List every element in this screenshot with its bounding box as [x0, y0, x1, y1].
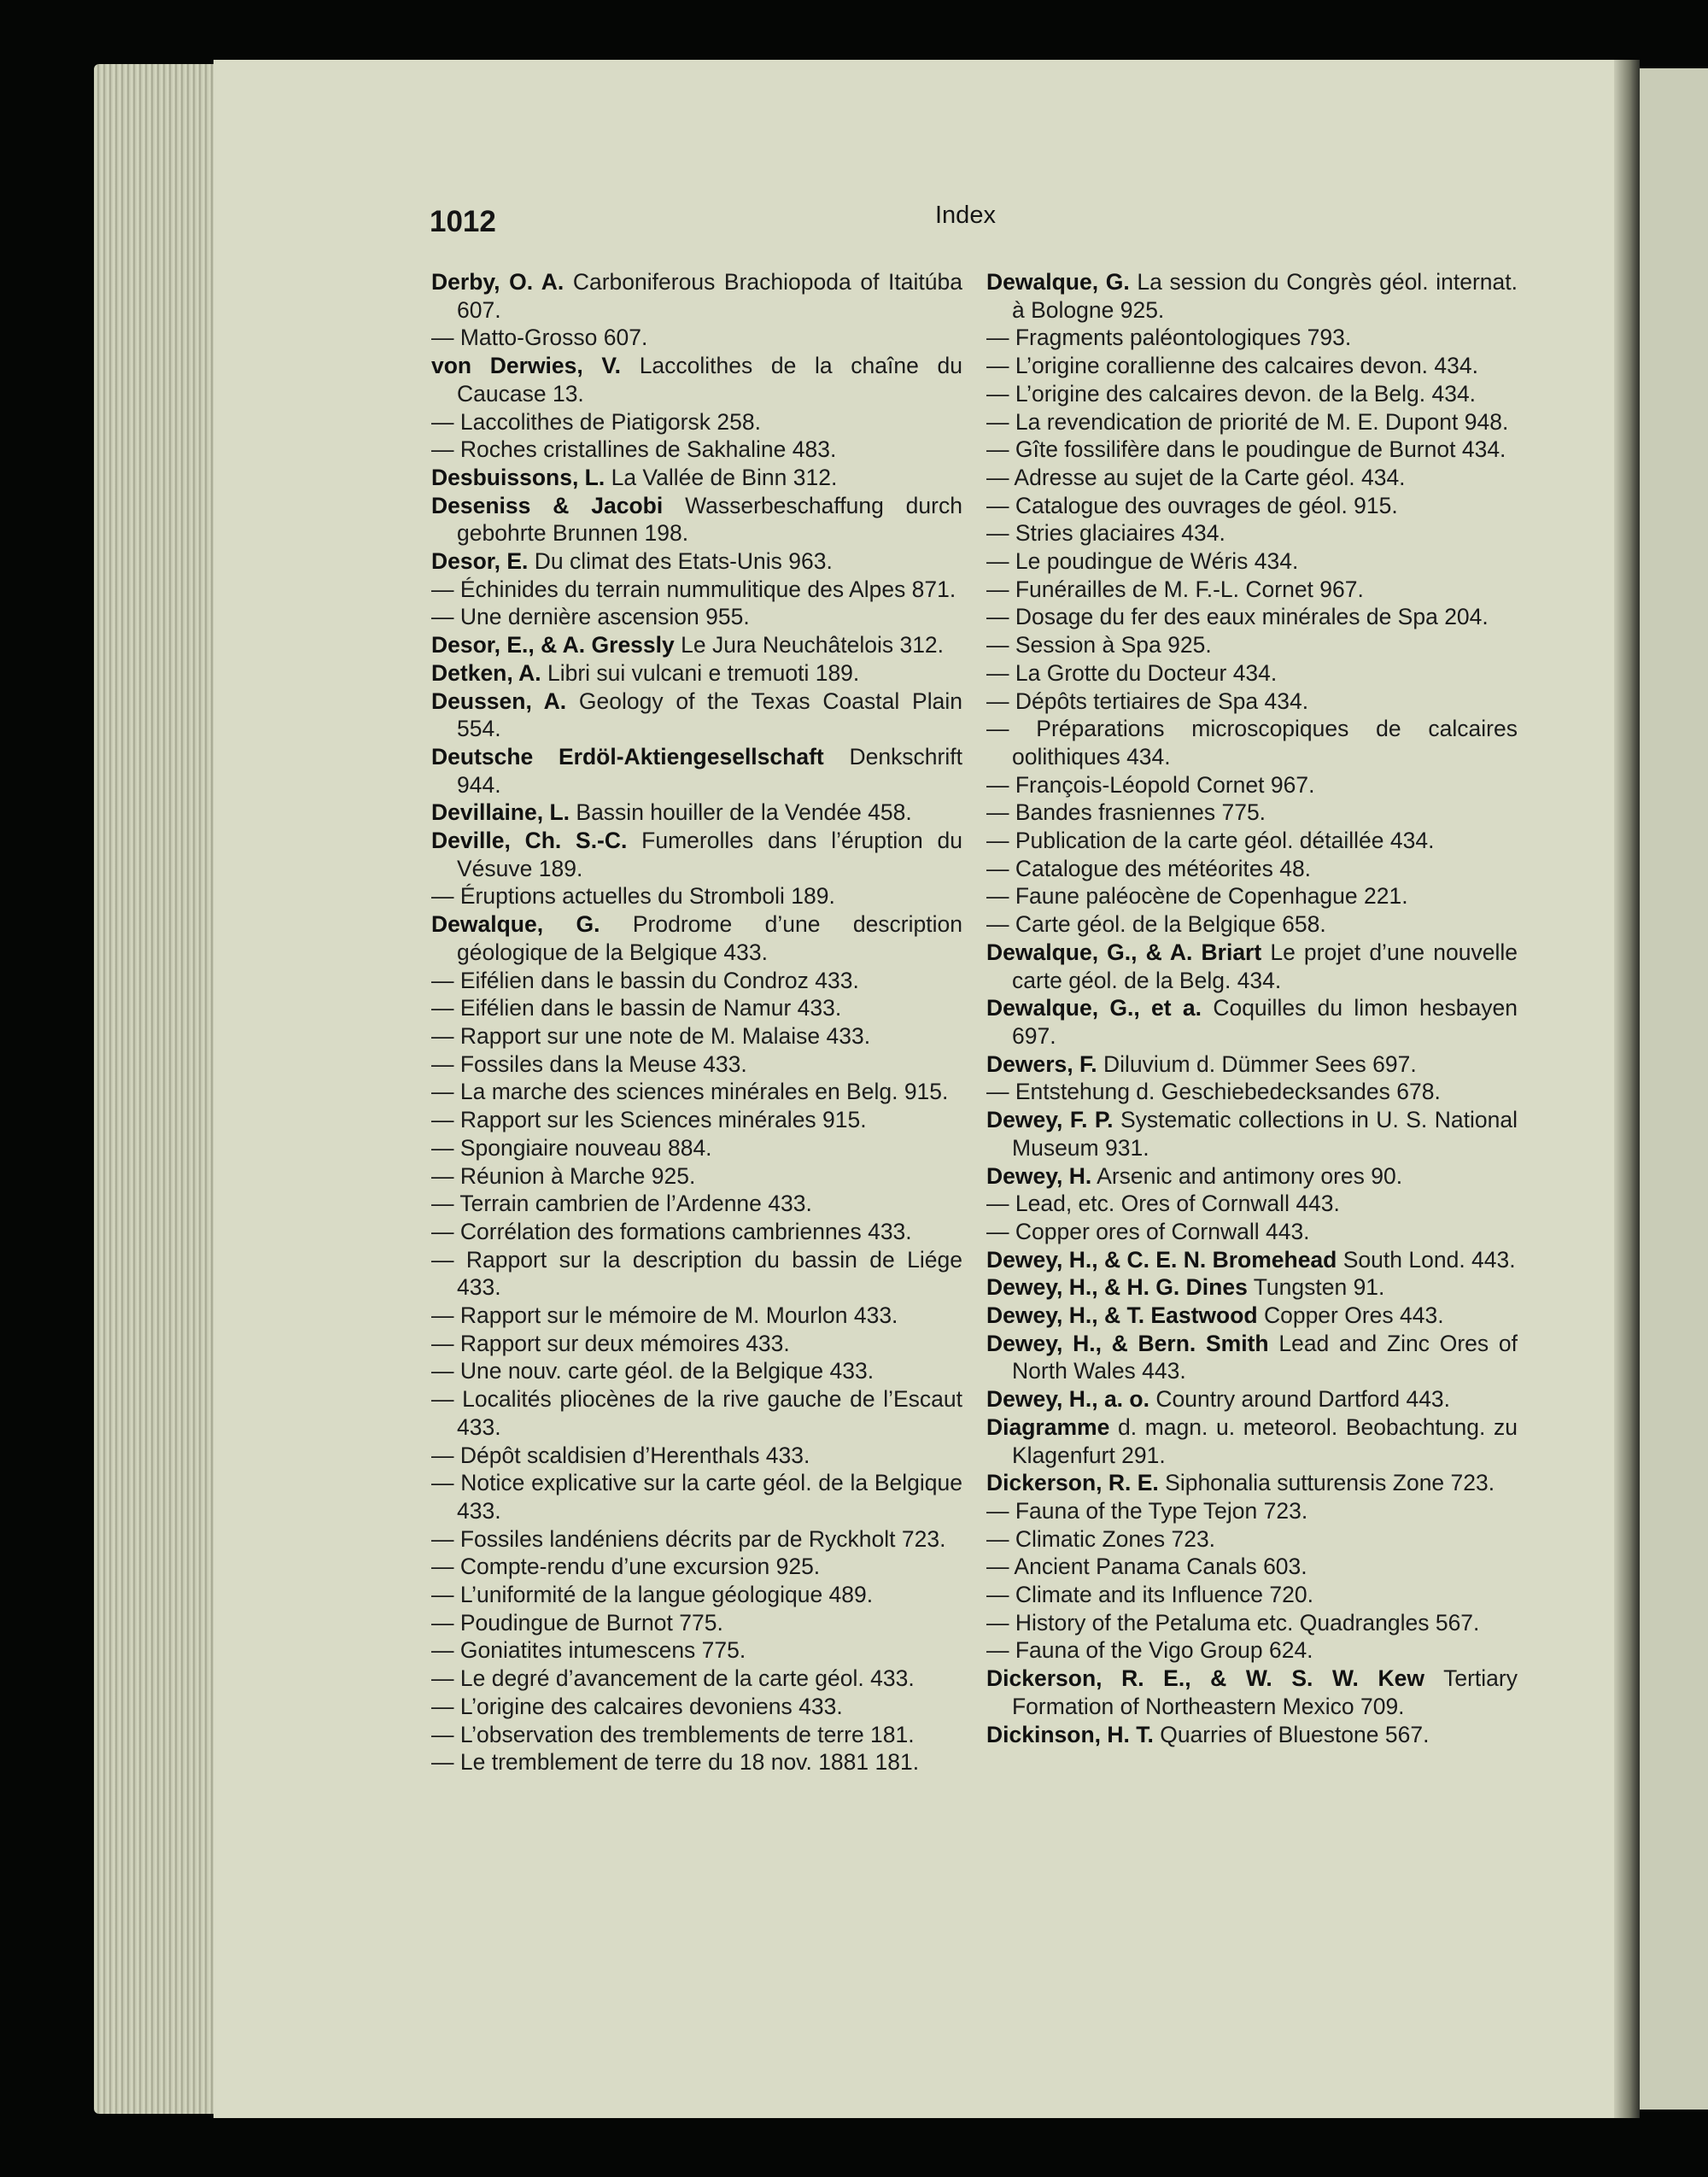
entry-title: — Catalogue des météorites 48. [986, 855, 1312, 881]
index-entry [431, 827, 962, 882]
entry-title: — Fossiles dans la Meuse 433. [431, 1050, 747, 1077]
index-entry [986, 380, 1518, 408]
entry-title: Le Jura Neuchâtelois 312. [681, 632, 945, 658]
entry-title: — Eifélien dans le bassin du Condroz 433. [431, 967, 859, 993]
index-entry [986, 1218, 1518, 1246]
entry-title: South Lond. 443. [1342, 1246, 1516, 1273]
index-entry [986, 939, 1518, 994]
index-entry [431, 1357, 962, 1385]
entry-title: Bassin houiller de la Vendée 458. [576, 799, 912, 826]
index-entry [431, 576, 962, 604]
index-entry [986, 855, 1518, 883]
entry-author: Desbuissons, L. [431, 464, 605, 490]
entry-author: von Derwies, V. [431, 353, 622, 379]
index-entry [431, 1246, 962, 1302]
entry-author: Detken, A. [431, 659, 541, 686]
entry-title: Fumerolles dans l’éruption du Vésuve 189. [457, 828, 962, 881]
entry-title: — Une dernière ascension 955. [431, 604, 750, 630]
entry-title: — La Grotte du Docteur 434. [986, 659, 1278, 686]
entry-title: — Compte-rendu d’une excursion 925. [431, 1554, 821, 1580]
page-edges [94, 64, 218, 2114]
index-entry [986, 659, 1518, 688]
index-entry [431, 1469, 962, 1524]
index-entry [431, 603, 962, 631]
entry-title: — Entstehung d. Geschiebedecksandes 678. [986, 1079, 1441, 1105]
entry-title: — Réunion à Marche 925. [431, 1162, 696, 1189]
entry-title: — Laccolithes de Piatigorsk 258. [431, 408, 761, 435]
entry-title: — Rapport sur une note de M. Malaise 433. [431, 1022, 871, 1049]
entry-author: Dickerson, R. E. [986, 1470, 1159, 1496]
entry-author: Dewey, H. [986, 1162, 1092, 1189]
index-entry [431, 1636, 962, 1665]
index-entry [986, 1497, 1518, 1525]
index-entry [431, 1134, 962, 1162]
binding-gutter [1614, 60, 1640, 2118]
entry-title: — Terrain cambrien de l’Ardenne 433. [431, 1191, 812, 1217]
entry-title: — Rapport sur les Sciences minérales 915. [431, 1107, 867, 1133]
index-entry [431, 1748, 962, 1776]
index-entry [431, 631, 962, 659]
entry-author: Dickinson, H. T. [986, 1721, 1154, 1747]
index-entry [431, 324, 962, 352]
index-entry [986, 799, 1518, 827]
entry-title: — Lead, etc. Ores of Cornwall 443. [986, 1191, 1340, 1217]
entry-title: — Échinides du terrain nummulitique des Alpes 871. [431, 576, 956, 602]
entry-title: — Goniatites intumescens 775. [431, 1637, 746, 1664]
entry-title: — François-Léopold Cornet 967. [986, 771, 1315, 798]
entry-author: Dewey, H., & C. E. N. Bromehead [986, 1246, 1337, 1273]
entry-title: Systematic collections in U. S. National Museum 931. [1012, 1107, 1518, 1161]
index-entry [431, 436, 962, 464]
entry-title: — Carte géol. de la Belgique 658. [986, 911, 1326, 938]
index-entry [986, 492, 1518, 520]
index-entry [986, 1050, 1518, 1079]
entry-title: La session du Congrès géol. internat. à Bologne 925. [1012, 269, 1518, 323]
index-entry [431, 1106, 962, 1134]
index-entry [431, 910, 962, 966]
index-entry [986, 1469, 1518, 1497]
entry-title: Wasserbeschaffung durch gebohrte Brunnen 198. [457, 492, 962, 547]
entry-title: Le projet d’une nouvelle carte géol. de la Belg. 434. [1012, 939, 1518, 993]
index-entry [431, 1022, 962, 1050]
entry-title: — Dosage du fer des eaux minérales de Spa 204. [986, 604, 1489, 630]
entry-title: Laccolithes de la chaîne du Caucase 13. [457, 353, 963, 407]
index-entry [986, 1385, 1518, 1413]
index-entry [431, 1553, 962, 1581]
index-entry [986, 352, 1518, 380]
index-entry [431, 1693, 962, 1721]
entry-title: — Rapport sur la description du bassin de Liége 433. [431, 1246, 962, 1301]
entry-title: Tertiary Formation of Northeastern Mexico 709. [1012, 1665, 1518, 1719]
entry-title: — Dépôts tertiaires de Spa 434. [986, 688, 1309, 714]
entry-author: Diagramme [986, 1413, 1110, 1440]
entry-title: — Climate and its Influence 720. [986, 1582, 1313, 1608]
entry-title: Du climat des Etats-Unis 963. [534, 548, 833, 575]
entry-author: Deseniss & Jacobi [431, 492, 664, 518]
entry-title: — Corrélation des formations cambriennes 433. [431, 1218, 912, 1244]
index-entry [986, 771, 1518, 799]
entry-title: Coquilles du limon hesbayen 697. [1012, 995, 1518, 1049]
index-entry [986, 1273, 1518, 1302]
index-entry [986, 994, 1518, 1050]
index-entry [431, 1302, 962, 1330]
entry-title: Denkschrift 944. [457, 743, 962, 798]
index-entry [431, 1581, 962, 1609]
entry-title: — Une nouv. carte géol. de la Belgique 433. [431, 1358, 874, 1384]
entry-title: Arsenic and antimony ores 90. [1097, 1162, 1403, 1189]
entry-author: Dewey, F. P. [986, 1107, 1114, 1133]
entry-author: Dewey, H., & H. G. Dines [986, 1274, 1248, 1301]
entry-title: — Préparations microscopiques de calcaires oolithiques 434. [986, 716, 1518, 770]
index-column-right [986, 268, 1518, 1748]
entry-title: — Publication de la carte géol. détaillée 434. [986, 828, 1435, 854]
entry-title: — History of the Petaluma etc. Quadrangles 567. [986, 1609, 1480, 1636]
entry-title: — Le poudingue de Wéris 434. [986, 548, 1299, 575]
index-entry [431, 1385, 962, 1441]
index-entry [431, 994, 962, 1022]
index-entry [431, 1721, 962, 1749]
index-entry [431, 688, 962, 743]
index-entry [986, 631, 1518, 659]
index-entry [986, 910, 1518, 939]
entry-title: Lead and Zinc Ores of North Wales 443. [1012, 1330, 1518, 1384]
index-entry [431, 408, 962, 436]
index-entry [986, 1553, 1518, 1581]
entry-author: Desor, E. [431, 548, 529, 575]
entry-author: Dewalque, G. [986, 269, 1130, 295]
entry-title: — Roches cristallines de Sakhaline 483. [431, 436, 837, 463]
entry-author: Desor, E., & A. Gressly [431, 632, 675, 658]
index-entry [431, 882, 962, 910]
entry-author: Dewalque, G., et a. [986, 995, 1202, 1021]
index-entry [986, 436, 1518, 464]
facing-page-edge [1640, 68, 1708, 2110]
entry-title: — Le tremblement de terre du 18 nov. 1881 181. [431, 1749, 920, 1776]
index-entry [986, 576, 1518, 604]
index-entry [431, 967, 962, 995]
entry-title: — Matto-Grosso 607. [431, 325, 648, 351]
index-entry [986, 547, 1518, 576]
index-entry [431, 799, 962, 827]
entry-title: — Funérailles de M. F.-L. Cornet 967. [986, 576, 1364, 602]
index-entry [431, 743, 962, 799]
entry-title: — La revendication de priorité de M. E. Dupont 948. [986, 408, 1509, 435]
entry-title: — Rapport sur le mémoire de M. Mourlon 433. [431, 1302, 898, 1329]
entry-title: — L’origine des calcaires devoniens 433. [431, 1693, 843, 1719]
entry-title: — L’observation des tremblements de terre 181. [431, 1721, 915, 1747]
entry-author: Derby, O. A. [431, 269, 564, 295]
entry-title: — Faune paléocène de Copenhague 221. [986, 883, 1408, 910]
entry-author: Dewey, H., a. o. [986, 1386, 1149, 1413]
index-entry [986, 1721, 1518, 1749]
entry-title: — Fragments paléontologiques 793. [986, 325, 1352, 351]
entry-title: — Éruptions actuelles du Stromboli 189. [431, 883, 835, 910]
index-entry [986, 1665, 1518, 1720]
entry-author: Deutsche Erdöl-Aktiengesellschaft [431, 743, 824, 770]
entry-title: Carboniferous Brachiopoda of Itaitúba 607. [457, 269, 962, 323]
index-entry [986, 1078, 1518, 1106]
entry-title: — Fossiles landéniens décrits par de Ryckholt 723. [431, 1525, 946, 1552]
entry-title: Copper Ores 443. [1263, 1302, 1444, 1329]
entry-title: — Rapport sur deux mémoires 433. [431, 1330, 790, 1356]
entry-title: — Climatic Zones 723. [986, 1525, 1216, 1552]
entry-title: — L’origine corallienne des calcaires devon. 434. [986, 353, 1478, 379]
entry-title: Tungsten 91. [1253, 1274, 1385, 1301]
entry-title: — Adresse au sujet de la Carte géol. 434. [986, 464, 1406, 490]
entry-title: Diluvium d. Dümmer Sees 697. [1103, 1050, 1417, 1077]
entry-title: — L’origine des calcaires devon. de la Belg. 434. [986, 380, 1477, 407]
index-entry [431, 1330, 962, 1358]
index-entry [986, 1413, 1518, 1469]
index-entry [986, 1330, 1518, 1385]
index-entry [986, 1302, 1518, 1330]
index-entry [986, 464, 1518, 492]
index-entry [431, 1218, 962, 1246]
entry-author: Deville, Ch. S.-C. [431, 828, 628, 854]
entry-author: Dickerson, R. E., & W. S. W. Kew [986, 1665, 1424, 1692]
entry-title: — Poudingue de Burnot 775. [431, 1609, 723, 1636]
entry-author: Devillaine, L. [431, 799, 570, 826]
entry-author: Dewalque, G., & A. Briart [986, 939, 1262, 965]
entry-title: — Catalogue des ouvrages de géol. 915. [986, 492, 1398, 518]
index-entry [986, 268, 1518, 324]
index-entry [431, 352, 962, 407]
index-entry [986, 882, 1518, 910]
index-entry [431, 1665, 962, 1693]
entry-title: — Bandes frasniennes 775. [986, 799, 1266, 826]
index-entry [431, 659, 962, 688]
entry-title: — Fauna of the Type Tejon 723. [986, 1497, 1308, 1524]
entry-author: Deussen, A. [431, 688, 567, 714]
entry-title: — Notice explicative sur la carte géol. de la Belgique 433. [431, 1470, 962, 1524]
index-entry [431, 492, 962, 547]
entry-title: — L’uniformité de la langue géologique 489. [431, 1582, 874, 1608]
index-entry [986, 1246, 1518, 1274]
entry-title: — Le degré d’avancement de la carte géol. 433. [431, 1665, 915, 1692]
index-entry [431, 1162, 962, 1191]
index-entry [431, 1078, 962, 1106]
entry-title: — Gîte fossilifère dans le poudingue de Burnot 434. [986, 436, 1506, 463]
entry-title: d. magn. u. meteorol. Beobachtung. zu Klagenfurt 291. [1012, 1413, 1518, 1468]
index-entry [431, 1525, 962, 1554]
entry-author: Dewers, F. [986, 1050, 1097, 1077]
entry-author: Dewey, H., & T. Eastwood [986, 1302, 1258, 1329]
index-entry [986, 1581, 1518, 1609]
entry-author: Dewalque, G. [431, 911, 600, 938]
entry-title: — Localités pliocènes de la rive gauche de l’Escaut 433. [431, 1386, 962, 1440]
entry-title: Country around Dartford 443. [1155, 1386, 1451, 1413]
running-head: Index [935, 202, 996, 229]
index-entry [431, 1609, 962, 1637]
index-entry [986, 1636, 1518, 1665]
index-entry [431, 464, 962, 492]
entry-title: Quarries of Bluestone 567. [1160, 1721, 1430, 1747]
index-entry [431, 1442, 962, 1470]
entry-title: Libri sui vulcani e tremuoti 189. [547, 659, 860, 686]
index-entry [986, 1609, 1518, 1637]
entry-title: — La marche des sciences minérales en Belg. 915. [431, 1079, 949, 1105]
entry-title: — Eifélien dans le bassin de Namur 433. [431, 995, 842, 1021]
index-column-left [431, 268, 962, 1776]
entry-title: — Fauna of the Vigo Group 624. [986, 1637, 1313, 1664]
entry-title: — Copper ores of Cornwall 443. [986, 1218, 1310, 1244]
entry-title: — Session à Spa 925. [986, 632, 1212, 658]
entry-title: La Vallée de Binn 312. [611, 464, 838, 490]
index-entry [431, 1190, 962, 1218]
index-entry [986, 827, 1518, 855]
index-entry [986, 1106, 1518, 1162]
index-entry [986, 324, 1518, 352]
index-entry [431, 547, 962, 576]
index-entry [986, 1525, 1518, 1554]
index-entry [986, 603, 1518, 631]
entry-title: — Dépôt scaldisien d’Herenthals 433. [431, 1442, 810, 1468]
index-entry [986, 408, 1518, 436]
index-entry [986, 519, 1518, 547]
entry-title: — Spongiaire nouveau 884. [431, 1134, 712, 1161]
entry-author: Dewey, H., & Bern. Smith [986, 1330, 1269, 1356]
entry-title: Siphonalia sutturensis Zone 723. [1165, 1470, 1495, 1496]
index-entry [431, 1050, 962, 1079]
index-entry [986, 1190, 1518, 1218]
page-number: 1012 [430, 205, 496, 238]
entry-title: Geology of the Texas Coastal Plain 554. [457, 688, 962, 742]
index-entry [431, 268, 962, 324]
index-entry [986, 688, 1518, 716]
entry-title: Prodrome d’une description géologique de la Belgique 433. [457, 911, 962, 965]
index-entry [986, 715, 1518, 770]
entry-title: — Ancient Panama Canals 603. [986, 1554, 1307, 1580]
entry-title: — Stries glaciaires 434. [986, 520, 1225, 547]
index-entry [986, 1162, 1518, 1191]
